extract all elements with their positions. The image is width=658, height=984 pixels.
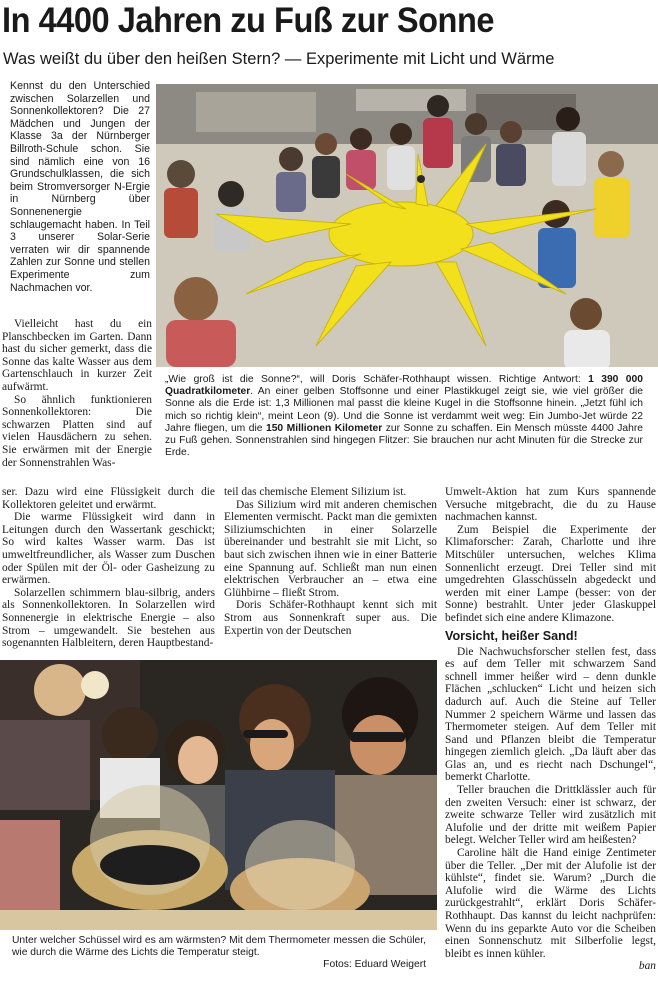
intro-text — [10, 80, 150, 294]
caption-text: Unter welcher Schüssel wird es am wärmsten? Mit dem Thermometer messen die Schüler, wie durch die Wärme des Lichts die Temperatur steigt. — [12, 935, 426, 959]
author-signature: ban — [638, 960, 656, 973]
photo-children-with-fabric-sun — [156, 84, 658, 367]
subheadline: Was weißt du über den heißen Stern? — Experimente mit Licht und Wärme — [3, 50, 555, 68]
photo-credit: Fotos: Eduard Weigert — [323, 959, 426, 971]
body-paragraph: Vielleicht hast du ein Planschbecken im Garten. Dann hast du sicher gemerkt, dass die Sonne das kalte Wasser aus dem Gartenschlauch in kurzer Zeit aufwärmt. — [2, 318, 152, 393]
photo-top-caption — [165, 374, 643, 459]
body-paragraph: So ähnlich funktionieren Sonnenkollektoren: Die schwarzen Platten sind auf vielen Hausdächern zu sehen. Sie erwärmen mit der Energie der Sonnenstrahlen Was- — [2, 393, 152, 469]
body-paragraph: Das Silizium wird mit anderen chemischen Elementen vermischt. Packt man die gemixten Siliziumschichten in einer Solarzelle übereinander und bestrahlt sie mit Licht, so baut sich zwischen ihnen wie in einer Batterie eine Spannung auf. Schließt man nun einen elektrischen Verbraucher an – etwa eine Glühbirne – fließt Strom. — [224, 498, 437, 599]
body-paragraph: teil das chemische Element Silizium ist. — [224, 486, 407, 498]
body-column-2 — [224, 486, 437, 637]
section-heading: Vorsicht, heißer Sand! — [445, 628, 578, 643]
body-column-1-top — [2, 318, 152, 469]
body-paragraph: Die Nachwuchsforscher stellen fest, dass es auf dem Teller mit schwarzem Sand schnell immer heißer wird – denn dunkle Flächen „schlucken“ Licht und heizen sich dadurch auf. Auch die Steine auf Teller Nummer 2 speichern Wärme und lassen das Thermometer steigen. Auf dem Teller mit Sand und Pflanzen bleibt die Temperatur hingegen ziemlich gleich. „Da läuft aber das Glas an, und es riecht nach Dschungel“, bemerkt Charlotte. — [445, 645, 656, 784]
body-paragraph: Umwelt-Aktion hat zum Kurs spannende Versuche mitgebracht, die du zu Hause nachmachen kannst. — [445, 486, 656, 524]
caption-text-a: „Wie groß ist die Sonne?“, will Doris Schäfer-Rothhaupt wissen. Richtige Antwort: — [165, 374, 589, 385]
body-paragraph: Zum Beispiel die Experimente der Klimaforscher: Zarah, Charlotte und ihre Mitschüler untersuchen, welches Klima Sonnenlicht erzeugt. Drei Teller sind mit umgedrehten Glasschüsseln abgedeckt und werden mit einer Lampe (besser: von der Sonne) bestrahlt. Unter jeder Glaskuppel befindet sich eine andere Klimazone. — [445, 523, 656, 624]
body-paragraph: Die warme Flüssigkeit wird dann in Leitungen durch den Wassertank geschickt; So wird kaltes Wasser warm. Das ist umweltfreundlicher, als Wasser zum Duschen oder Spülen mit der Öl- oder Gasheizung zu erwärmen. — [2, 511, 215, 587]
body-paragraph: Caroline hält die Hand einige Zentimeter über die Teller. „Der mit der Alufolie ist der kühlste“, findet sie. Warum? „Durch die Alufolie wird die Wärme des Lichts zurückgestrahlt“, erklärt Doris Schäfer-Rothhaupt. Das kannst du leicht nachprüfen: Wenn du ins geparkte Auto vor die Scheiben einen Sonnenschutz mit Silberfolie legst, bleibt es innen kühler. — [445, 847, 656, 960]
photo-bottom-caption — [12, 935, 426, 972]
headline: In 4400 Jahren zu Fuß zur Sonne — [2, 1, 495, 40]
photo-children-with-glass-bowls — [0, 660, 437, 930]
body-paragraph: Doris Schäfer-Rothhaupt kennt sich mit Strom aus Sonnenkraft super aus. Die Expertin von der Deutschen — [224, 599, 437, 637]
caption-text-c: zur Sonne zu schaffen. Ein Mensch müsste 4400 Jahre zu Fuß gehen. Sonnenstrahlen sind hingegen Flitzer: Sie brauchen nur acht Minuten für die Strecke zur Erde. — [165, 422, 644, 459]
body-column-1 — [2, 486, 215, 650]
body-paragraph: ser. Dazu wird eine Flüssigkeit durch die Kollektoren geleitet und erwärmt. — [2, 486, 215, 511]
caption-bold-area: 1 390 000 Quadratkilometer — [165, 374, 643, 398]
caption-bold-distance: 150 Millionen Kilometer — [265, 422, 383, 434]
body-column-3 — [445, 486, 656, 973]
caption-text-b: . An einer gelben Stoffsonne und einer Plastikkugel zeigt sie, wie viel größer die Sonne als die Erde ist: 1,3 Millionen mal passt die kleine Kugel in die Stoffsonne hinein. „Jetzt fühl ich mich so richtig klein“, meint Leon (9). Und die Sonne ist verdammt weit weg: Ein Jumbo-Jet würde 22 Jahre fliegen, um die — [165, 386, 643, 434]
intro-paragraph: Kennst du den Unterschied zwischen Solarzellen und Sonnenkollektoren? Die 27 Mädchen und Jungen der Klasse 3a der Nürnberger Billroth-Schule schon. Sie sind nämlich eine von 16 Grundschulklassen, die sich beim Stromversorger N-Ergie in Nürnberg über Sonnenenergie schlaugemacht haben. In Teil 3 unserer Solar-Serie verraten wir dir spannende Zahlen zur Sonne und stellen Experimente zum Nachmachen vor. — [10, 80, 150, 294]
body-paragraph: Teller brauchen die Drittklässler auch für den zweiten Versuch: einer ist schwarz, der zweite schwarze Teller wird zusätzlich mit Alufolie und der dritte mit weißem Papier belegt. Welcher Teller wird am heißesten? — [445, 784, 656, 847]
body-paragraph: Solarzellen schimmern blau-silbrig, anders als Sonnenkollektoren. In Solarzellen wird Sonnenergie in elektrische Energie – also Strom – umgewandelt. Sie bestehen aus sogenannten Halbleitern, deren Hauptbestand- — [2, 586, 215, 650]
